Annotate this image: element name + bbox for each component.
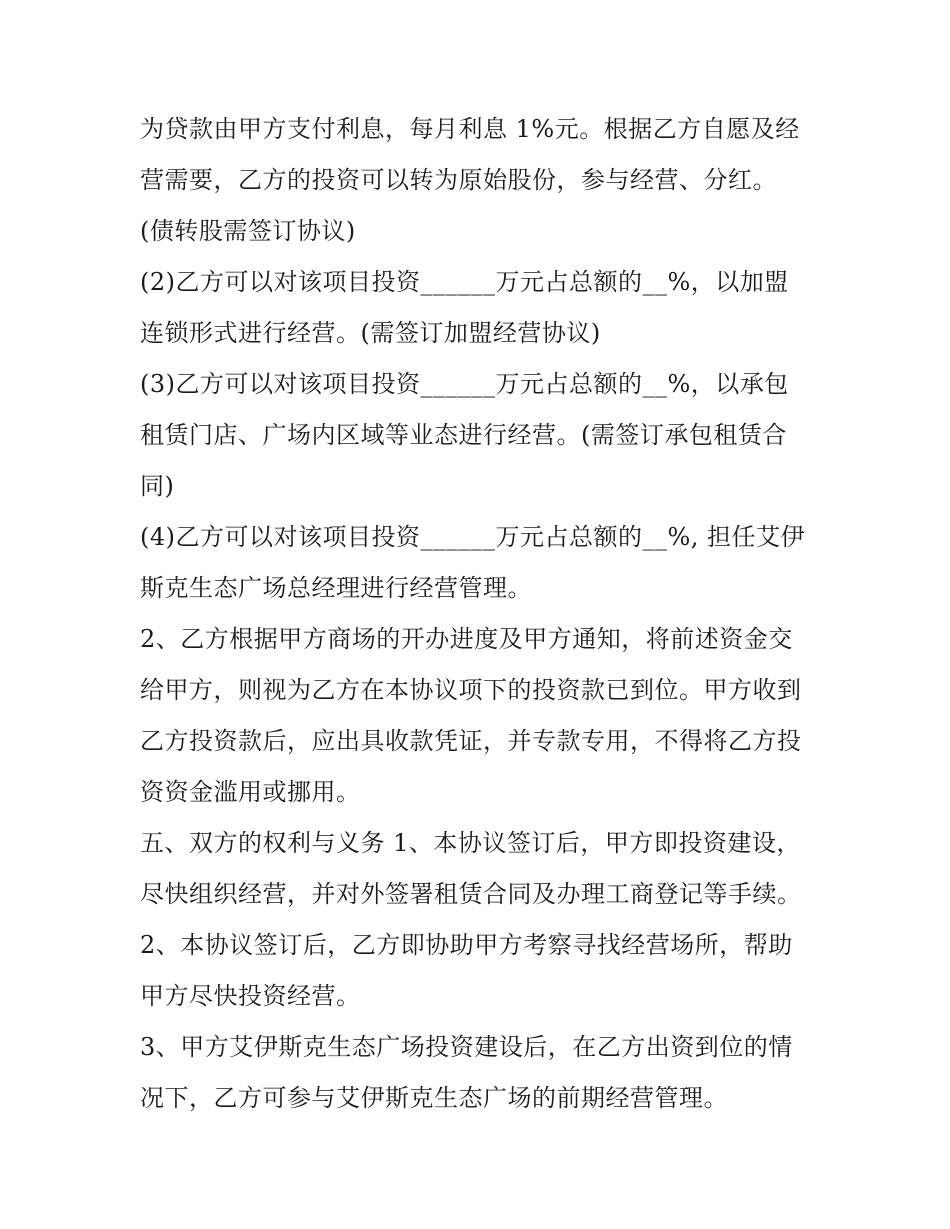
- text-line: 斯克生态广场总经理进行经营管理。: [140, 574, 532, 602]
- text-line: 同): [140, 472, 175, 500]
- text-line: 为贷款由甲方支付利息，每月利息 1%元。根据乙方自愿及经: [140, 115, 800, 143]
- text-line: 营需要，乙方的投资可以转为原始股份，参与经营、分红。: [140, 166, 777, 194]
- text-line: 连锁形式进行经营。(需签订加盟经营协议): [140, 319, 601, 347]
- text-line: 甲方尽快投资经营。: [140, 982, 361, 1010]
- text-line: 况下，乙方可参与艾伊斯克生态广场的前期经营管理。: [140, 1084, 728, 1112]
- text-line: (债转股需签订协议): [140, 217, 356, 245]
- text-line: (4)乙方可以对该项目投资______万元占总额的__%, 担任艾伊: [140, 523, 806, 551]
- text-line: (3)乙方可以对该项目投资______万元占总额的__%，以承包: [140, 370, 789, 398]
- text-line: 尽快组织经营，并对外签署租赁合同及办理工商登记等手续。: [140, 880, 802, 908]
- text-line: 2、本协议签订后，乙方即协助甲方考察寻找经营场所，帮助: [140, 931, 793, 959]
- text-line: 资资金滥用或挪用。: [140, 778, 361, 806]
- text-line: 给甲方，则视为乙方在本协议项下的投资款已到位。甲方收到: [140, 676, 802, 704]
- text-line: 3、甲方艾伊斯克生态广场投资建设后，在乙方出资到位的情: [140, 1033, 793, 1061]
- document-body: [140, 104, 840, 1124]
- text-line: 乙方投资款后，应出具收款凭证，并专款专用，不得将乙方投: [140, 727, 802, 755]
- text-line: 五、双方的权利与义务 1、本协议签订后，甲方即投资建设，: [140, 829, 801, 857]
- text-line: (2)乙方可以对该项目投资______万元占总额的__%，以加盟: [140, 268, 789, 296]
- text-line: 2、乙方根据甲方商场的开办进度及甲方通知，将前述资金交: [140, 625, 793, 653]
- text-line: 租赁门店、广场内区域等业态进行经营。(需签订承包租赁合: [140, 421, 787, 449]
